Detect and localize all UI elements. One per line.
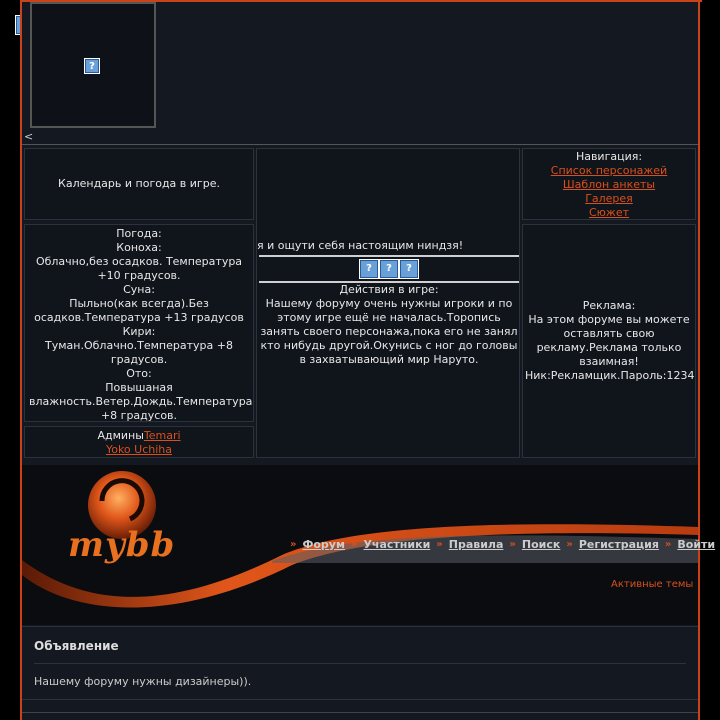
navigation-cell xyxy=(522,148,696,220)
weather-heading: Погода: xyxy=(116,227,162,240)
broken-image-icon: ? xyxy=(379,259,399,279)
main-nav xyxy=(290,538,715,551)
weather-kiri-text: Туман.Облачно.Температура +8 градусов. xyxy=(45,339,233,366)
broken-image-icon: ? xyxy=(399,259,419,279)
ads-cell xyxy=(522,224,696,458)
weather-oto-text: Повышаная влажность.Ветер.Дождь.Температура +8 градусов. xyxy=(29,381,253,422)
chevron-icon: » xyxy=(664,539,672,550)
banner-placeholder xyxy=(30,2,156,128)
divider xyxy=(259,255,519,257)
nav-search[interactable]: Поиск xyxy=(521,538,561,551)
broken-image-icon: ? xyxy=(359,259,379,279)
weather-oto-label: Ото: xyxy=(126,367,152,380)
calendar-cell xyxy=(24,148,254,220)
chevron-icon: » xyxy=(290,539,297,550)
ads-text: На этом форуме вы можете оставлять свою рекламу.Реклама только взаимная! xyxy=(528,313,690,368)
nav-link-template[interactable]: Шаблон анкеты xyxy=(562,178,656,191)
forum-header xyxy=(22,465,716,625)
announcement-block xyxy=(22,626,698,700)
weather-suna-label: Суна: xyxy=(123,283,155,296)
chevron-icon: » xyxy=(436,539,443,550)
admin-link-yoko[interactable]: Yoko Uchiha xyxy=(105,443,173,456)
back-glyph[interactable]: < xyxy=(24,130,34,143)
chevron-icon: » xyxy=(350,539,358,550)
active-topics-link[interactable]: Активные темы xyxy=(611,579,694,590)
chevron-icon: » xyxy=(566,539,573,550)
ads-title: Реклама: xyxy=(582,299,636,312)
chevron-icon: » xyxy=(509,539,516,550)
admins-cell xyxy=(24,426,254,458)
nav-link-characters[interactable]: Список персонажей xyxy=(550,164,668,177)
bottom-bar xyxy=(22,712,698,720)
forum-page xyxy=(20,0,716,720)
marquee-text: я и ощути себя настоящим ниндзя! xyxy=(257,239,464,252)
navigation-title: Навигация: xyxy=(575,150,643,163)
weather-konoha-text: Облачно,без осадков. Температура +10 градусов. xyxy=(35,255,243,282)
announcement-text: Нашему форуму нужны дизайнеры)). xyxy=(34,675,252,688)
center-cell xyxy=(256,148,520,458)
nav-link-gallery[interactable]: Галерея xyxy=(585,192,633,205)
nav-forum[interactable]: Форум xyxy=(302,538,345,551)
nav-rules[interactable]: Правила xyxy=(448,538,504,551)
logo-text[interactable]: mybb xyxy=(68,525,176,565)
weather-cell xyxy=(24,224,254,422)
admin-link-temari[interactable]: Temari xyxy=(143,429,181,442)
divider xyxy=(22,144,698,145)
nav-register[interactable]: Регистрация xyxy=(578,538,659,551)
actions-title: Действия в игре: xyxy=(339,283,439,296)
calendar-title: Календарь и погода в игре. xyxy=(58,177,220,190)
weather-suna-text: Пыльно(как всегда).Без осадков.Температура +13 градусов xyxy=(34,297,244,324)
announcement-title: Объявление xyxy=(34,639,119,653)
weather-konoha-label: Коноха: xyxy=(116,241,162,254)
ads-credentials: Ник:Рекламщик.Пароль:1234 xyxy=(525,369,695,382)
nav-link-plot[interactable]: Сюжет xyxy=(588,206,630,219)
actions-text: Нашему форуму очень нужны игроки и по этому игре ещё не началась.Торопись занять своего персонажа,пока его не занял кто нибудь другой.Окунись с ног до головы в захватывающий мир Наруто. xyxy=(260,297,518,366)
admins-label: Админы xyxy=(97,429,144,442)
nav-members[interactable]: Участники xyxy=(363,538,431,551)
broken-image-icon: ? xyxy=(84,58,100,74)
weather-kiri-label: Кири: xyxy=(122,325,156,338)
nav-login[interactable]: Войти xyxy=(677,538,716,551)
divider xyxy=(34,663,686,664)
